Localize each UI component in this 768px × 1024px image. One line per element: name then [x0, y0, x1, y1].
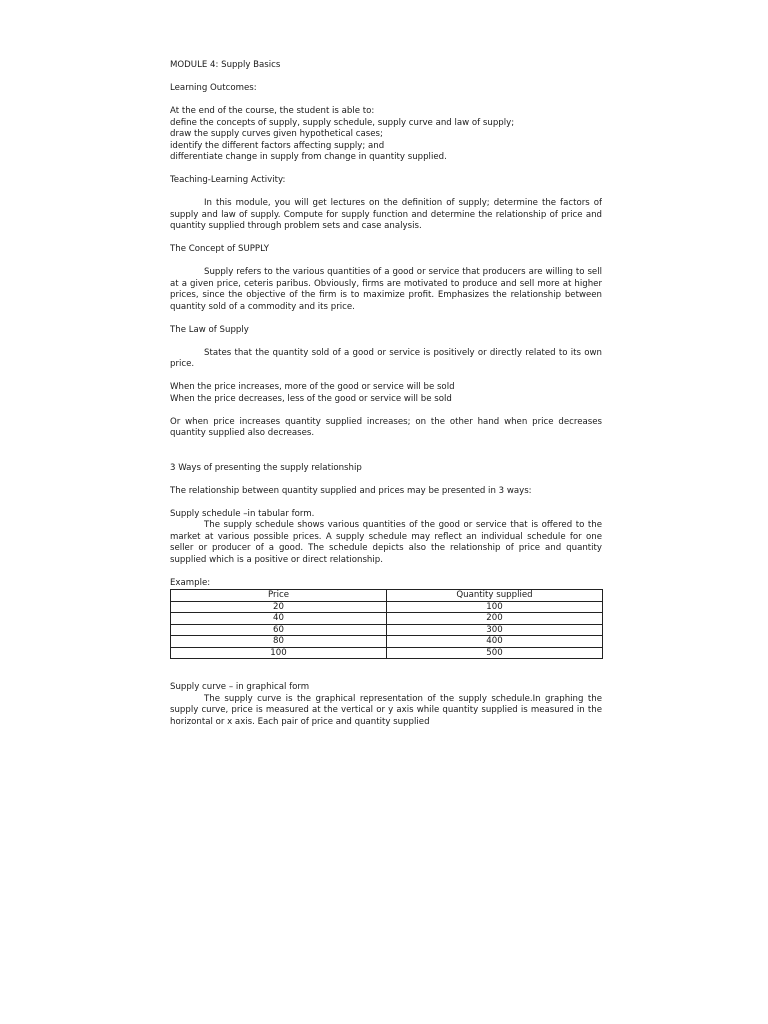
schedule-heading: Supply schedule –in tabular form.: [170, 508, 315, 519]
example-label: Example:: [170, 577, 211, 588]
table-cell: 40: [171, 613, 387, 625]
table-cell: 100: [171, 647, 387, 659]
table-cell: 20: [171, 601, 387, 613]
table-cell: 300: [387, 624, 603, 636]
learning-outcomes-intro: At the end of the course, the student is able to:: [170, 106, 375, 116]
outcome-item: differentiate change in supply from change in quantity supplied.: [170, 152, 447, 162]
outcome-item: draw the supply curves given hypothetical cases;: [170, 129, 383, 139]
table-cell: 100: [387, 601, 603, 613]
concept-heading: The Concept of SUPPLY: [170, 244, 270, 254]
table-row: [171, 636, 603, 648]
table-header-cell: Quantity supplied: [387, 590, 603, 602]
table-row: [171, 613, 603, 625]
schedule-paragraph: The supply schedule shows various quantities of the good or service that is offered to the market at various possible prices. A supply schedule may reflect an individual schedule for one seller or producer of a good. The schedule depicts also the relationship of price and quantity supplied which is a positive or direct relationship.: [170, 520, 602, 565]
ways-intro: The relationship between quantity supplied and prices may be presented in 3 ways:: [170, 485, 532, 496]
law-or-paragraph: Or when price increases quantity supplied increases; on the other hand when price decreases quantity supplied also decreases.: [170, 416, 602, 438]
table-cell: 80: [171, 636, 387, 648]
table-header-cell: Price: [171, 590, 387, 602]
module-title: MODULE 4: Supply Basics: [170, 60, 281, 70]
activity-heading: Teaching-Learning Activity:: [170, 175, 286, 185]
outcome-item: define the concepts of supply, supply schedule, supply curve and law of supply;: [170, 117, 515, 128]
document-body: [170, 60, 602, 728]
supply-schedule-table: [170, 589, 603, 659]
curve-paragraph: The supply curve is the graphical representation of the supply schedule.In graphing the supply curve, price is measured at the vertical or y axis while quantity supplied is measured in the horizontal or x axis. Each pair of price and quantity supplied: [170, 693, 602, 727]
ways-heading: 3 Ways of presenting the supply relationship: [170, 462, 362, 473]
learning-outcomes-heading: Learning Outcomes:: [170, 83, 257, 93]
table-row: [171, 624, 603, 636]
table-row: [171, 601, 603, 613]
concept-paragraph: Supply refers to the various quantities of a good or service that producers are willing to sell at a given price, ceteris paribus. Obviously, firms are motivated to produce and sell more at higher prices, since the objective of the firm is to maximize profit. Emphasizes the relationship between quantity sold of a commodity and its price.: [170, 267, 602, 312]
table-cell: 60: [171, 624, 387, 636]
table-header-row: [171, 590, 603, 602]
law-paragraph: States that the quantity sold of a good or service is positively or directly related to its own price.: [170, 347, 602, 369]
table-cell: 200: [387, 613, 603, 625]
curve-heading: Supply curve – in graphical form: [170, 682, 310, 692]
law-heading: The Law of Supply: [170, 324, 249, 335]
table-row: [171, 647, 603, 659]
activity-paragraph: In this module, you will get lectures on the definition of supply; determine the factors of supply and law of supply. Compute for supply function and determine the relationship of price and quantity supplied through problem sets and case analysis.: [170, 198, 602, 231]
table-cell: 400: [387, 636, 603, 648]
law-line-increase: When the price increases, more of the good or service will be sold: [170, 382, 455, 392]
law-line-decrease: When the price decreases, less of the good or service will be sold: [170, 393, 452, 404]
outcome-item: identify the different factors affecting supply; and: [170, 140, 385, 151]
table-cell: 500: [387, 647, 603, 659]
